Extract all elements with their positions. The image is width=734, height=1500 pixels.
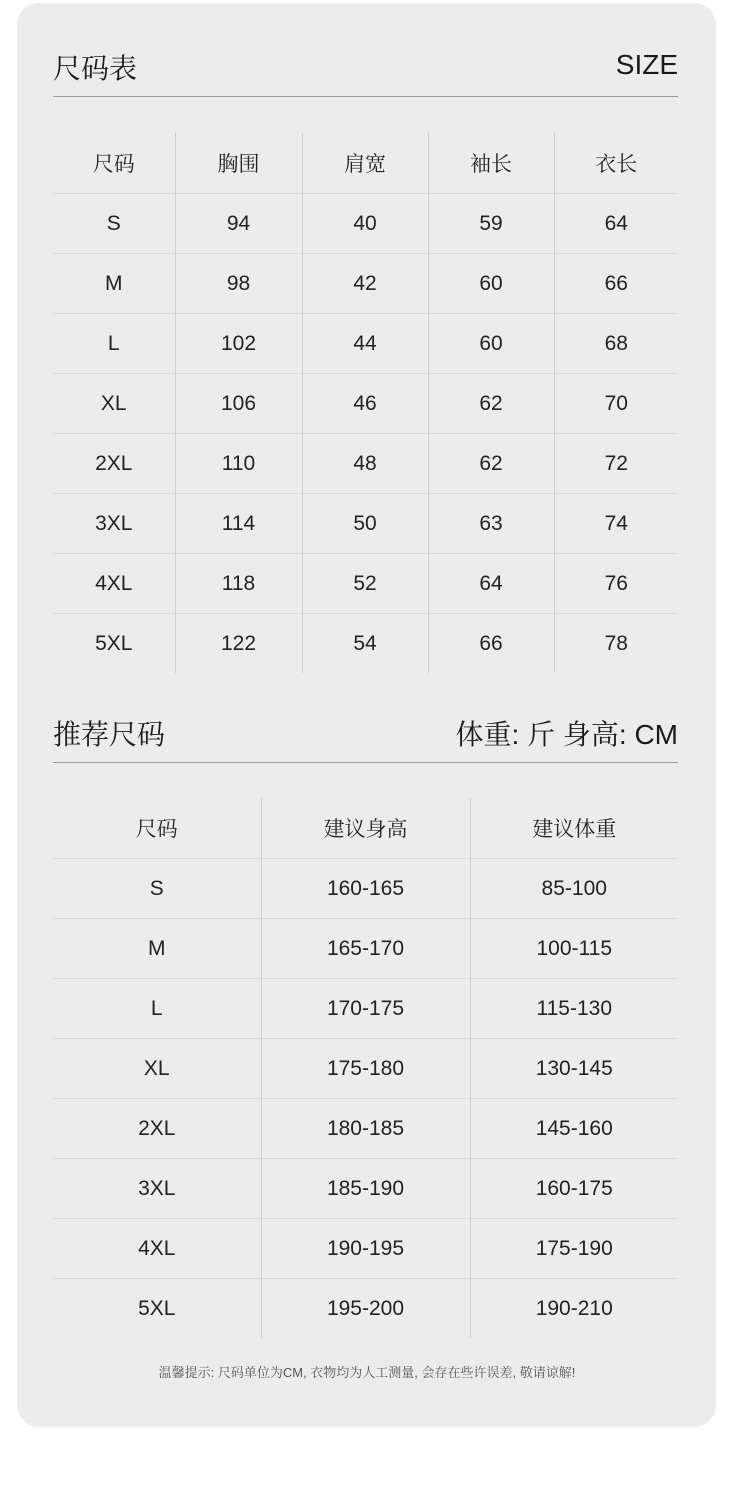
table-cell: 118 [175, 554, 302, 614]
table-cell: 66 [554, 254, 678, 314]
table-cell: 94 [175, 194, 302, 254]
table-cell: 4XL [53, 1219, 261, 1279]
table-row [53, 1039, 678, 1099]
table-cell: 190-195 [261, 1219, 470, 1279]
table-cell: 110 [175, 434, 302, 494]
table-cell: 175-190 [470, 1219, 678, 1279]
table-cell: 76 [554, 554, 678, 614]
table-cell: XL [53, 1039, 261, 1099]
table-cell: 48 [302, 434, 428, 494]
table-cell: 52 [302, 554, 428, 614]
table-row [53, 554, 678, 614]
table-cell: 63 [428, 494, 554, 554]
table-cell: 102 [175, 314, 302, 374]
table-header-row [53, 133, 678, 194]
table-cell: M [53, 919, 261, 979]
table-cell: 5XL [53, 614, 175, 674]
table-cell: L [53, 314, 175, 374]
table-cell: 130-145 [470, 1039, 678, 1099]
table-cell: S [53, 194, 175, 254]
table-cell: M [53, 254, 175, 314]
table-cell: 60 [428, 254, 554, 314]
table-cell: 114 [175, 494, 302, 554]
column-header: 尺码 [135, 818, 178, 841]
table-cell: 68 [554, 314, 678, 374]
column-header: 胸围 [175, 133, 302, 194]
size-chart-title: 尺码表 [53, 53, 138, 84]
table-cell: 62 [428, 374, 554, 434]
table-row [53, 614, 678, 674]
table-row [53, 194, 678, 254]
recommend-title: 推荐尺码 [53, 719, 166, 750]
table-cell: 185-190 [261, 1159, 470, 1219]
table-cell: 59 [428, 194, 554, 254]
table-cell: 2XL [53, 1099, 261, 1159]
table-cell: S [53, 859, 261, 919]
table-cell: 160-175 [470, 1159, 678, 1219]
table-cell: 50 [302, 494, 428, 554]
table-cell: 85-100 [470, 859, 678, 919]
table-cell: 5XL [53, 1279, 261, 1339]
table-cell: 190-210 [470, 1279, 678, 1339]
table-cell: 3XL [53, 1159, 261, 1219]
column-header: 袖长 [428, 133, 554, 194]
table-cell: 40 [302, 194, 428, 254]
table-cell: 70 [554, 374, 678, 434]
unit-label: 体重: 斤 身高: CM [455, 719, 678, 750]
table-cell: 44 [302, 314, 428, 374]
column-header: 衣长 [554, 133, 678, 194]
size-chart-header [53, 3, 678, 97]
table-cell: 175-180 [261, 1039, 470, 1099]
table-cell: 195-200 [261, 1279, 470, 1339]
table-cell: 78 [554, 614, 678, 674]
table-cell: 74 [554, 494, 678, 554]
table-row [53, 979, 678, 1039]
table-cell: 160-165 [261, 859, 470, 919]
table-cell: 4XL [53, 554, 175, 614]
measurement-note: 温馨提示: 尺码单位为CM, 衣物均为人工测量, 会存在些许误差, 敬请谅解! [158, 1365, 576, 1380]
recommend-header [53, 669, 678, 763]
table-row [53, 374, 678, 434]
table-cell: 106 [175, 374, 302, 434]
table-cell: XL [53, 374, 175, 434]
table-cell: 115-130 [470, 979, 678, 1039]
table-row [53, 254, 678, 314]
table-cell: L [53, 979, 261, 1039]
column-header: 建议体重 [470, 798, 678, 859]
table-header-row [53, 798, 678, 859]
table-cell: 64 [428, 554, 554, 614]
table-row [53, 1159, 678, 1219]
table-row [53, 434, 678, 494]
table-cell: 165-170 [261, 919, 470, 979]
column-header: 肩宽 [302, 133, 428, 194]
size-label: SIZE [615, 49, 678, 80]
table-cell: 42 [302, 254, 428, 314]
table-row [53, 1279, 678, 1339]
table-cell: 64 [554, 194, 678, 254]
table-row [53, 859, 678, 919]
table-row [53, 1099, 678, 1159]
table-cell: 72 [554, 434, 678, 494]
table-cell: 54 [302, 614, 428, 674]
table-cell: 66 [428, 614, 554, 674]
recommend-table [53, 798, 678, 1338]
table-row [53, 494, 678, 554]
column-header: 尺码 [92, 153, 135, 176]
size-chart-table [53, 133, 678, 673]
table-cell: 62 [428, 434, 554, 494]
table-cell: 60 [428, 314, 554, 374]
table-row [53, 314, 678, 374]
table-cell: 145-160 [470, 1099, 678, 1159]
column-header: 建议身高 [261, 798, 470, 859]
table-cell: 98 [175, 254, 302, 314]
table-cell: 46 [302, 374, 428, 434]
table-cell: 180-185 [261, 1099, 470, 1159]
table-cell: 2XL [53, 434, 175, 494]
table-row [53, 1219, 678, 1279]
table-cell: 100-115 [470, 919, 678, 979]
table-cell: 122 [175, 614, 302, 674]
table-cell: 3XL [53, 494, 175, 554]
table-cell: 170-175 [261, 979, 470, 1039]
table-row [53, 919, 678, 979]
